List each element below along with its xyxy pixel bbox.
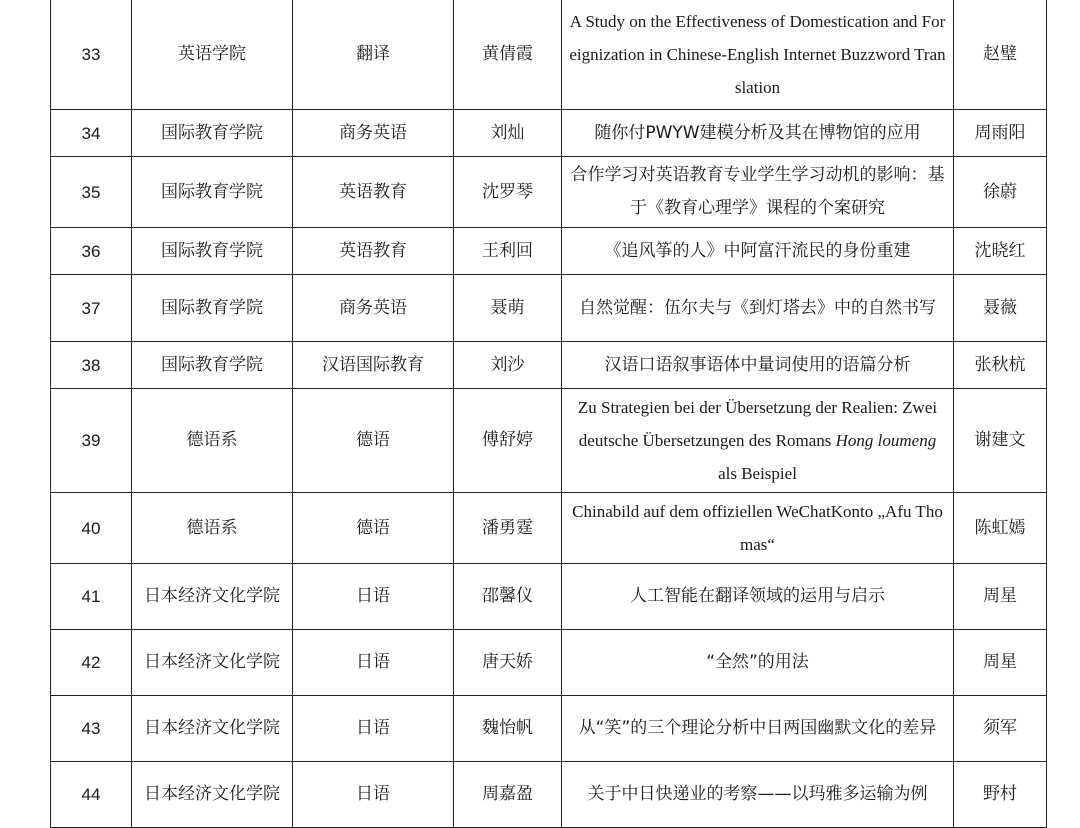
thesis-title-cell: Chinabild auf dem offiziellen WeChatKonto „Afu Thomas“ xyxy=(562,493,954,564)
row-number: 36 xyxy=(51,228,132,275)
major-cell: 汉语国际教育 xyxy=(293,342,454,389)
thesis-title-cell xyxy=(562,389,954,493)
table-row xyxy=(51,762,1047,828)
row-number: 43 xyxy=(51,696,132,762)
thesis-table xyxy=(50,0,1047,828)
table-row xyxy=(51,342,1047,389)
student-cell: 聂萌 xyxy=(454,275,562,342)
major-cell: 日语 xyxy=(293,696,454,762)
major-cell: 日语 xyxy=(293,564,454,630)
college-cell: 英语学院 xyxy=(132,0,293,110)
advisor-cell: 野村 xyxy=(954,762,1047,828)
advisor-cell: 谢建文 xyxy=(954,389,1047,493)
student-cell: 黄倩霞 xyxy=(454,0,562,110)
row-number: 44 xyxy=(51,762,132,828)
college-cell: 日本经济文化学院 xyxy=(132,762,293,828)
major-cell: 翻译 xyxy=(293,0,454,110)
advisor-cell: 陈虹嫣 xyxy=(954,493,1047,564)
table-row xyxy=(51,696,1047,762)
thesis-title-cell: 从“笑”的三个理论分析中日两国幽默文化的差异 xyxy=(562,696,954,762)
table-row xyxy=(51,630,1047,696)
advisor-cell: 须军 xyxy=(954,696,1047,762)
student-cell: 魏怡帆 xyxy=(454,696,562,762)
major-cell: 日语 xyxy=(293,762,454,828)
student-cell: 唐天娇 xyxy=(454,630,562,696)
table-row xyxy=(51,389,1047,493)
table-row xyxy=(51,493,1047,564)
advisor-cell: 沈晓红 xyxy=(954,228,1047,275)
table-row xyxy=(51,110,1047,157)
college-cell: 国际教育学院 xyxy=(132,228,293,275)
thesis-title-cell: 关于中日快递业的考察——以玛雅多运输为例 xyxy=(562,762,954,828)
advisor-cell: 赵璧 xyxy=(954,0,1047,110)
novel-title-italic: Hong loumeng xyxy=(835,431,937,450)
thesis-title-cell: 《追风筝的人》中阿富汗流民的身份重建 xyxy=(562,228,954,275)
thesis-title-cell: “全然”的用法 xyxy=(562,630,954,696)
major-cell: 英语教育 xyxy=(293,228,454,275)
table-row xyxy=(51,564,1047,630)
student-cell: 邵馨仪 xyxy=(454,564,562,630)
major-cell: 商务英语 xyxy=(293,110,454,157)
row-number: 33 xyxy=(51,0,132,110)
major-cell: 英语教育 xyxy=(293,157,454,228)
advisor-cell: 周雨阳 xyxy=(954,110,1047,157)
row-number: 40 xyxy=(51,493,132,564)
row-number: 35 xyxy=(51,157,132,228)
thesis-title-cell: 人工智能在翻译领域的运用与启示 xyxy=(562,564,954,630)
student-cell: 周嘉盈 xyxy=(454,762,562,828)
major-cell: 德语 xyxy=(293,389,454,493)
thesis-title-cell: 随你付PWYW建模分析及其在博物馆的应用 xyxy=(562,110,954,157)
student-cell: 沈罗琴 xyxy=(454,157,562,228)
table-row xyxy=(51,275,1047,342)
thesis-title-cell: A Study on the Effectiveness of Domestication and Foreignization in Chinese-English Internet Buzzword Translation xyxy=(562,0,954,110)
advisor-cell: 聂薇 xyxy=(954,275,1047,342)
row-number: 34 xyxy=(51,110,132,157)
college-cell: 日本经济文化学院 xyxy=(132,630,293,696)
student-cell: 傅舒婷 xyxy=(454,389,562,493)
student-cell: 刘沙 xyxy=(454,342,562,389)
major-cell: 商务英语 xyxy=(293,275,454,342)
row-number: 42 xyxy=(51,630,132,696)
table-row xyxy=(51,0,1047,110)
college-cell: 德语系 xyxy=(132,493,293,564)
college-cell: 日本经济文化学院 xyxy=(132,696,293,762)
thesis-title-text: Zu Strategien bei der Übersetzung der Realien: Zwei deutsche Übersetzungen des Romans xyxy=(577,398,938,450)
advisor-cell: 张秋杭 xyxy=(954,342,1047,389)
college-cell: 国际教育学院 xyxy=(132,110,293,157)
advisor-cell: 周星 xyxy=(954,630,1047,696)
thesis-title-cell: 合作学习对英语教育专业学生学习动机的影响：基于《教育心理学》课程的个案研究 xyxy=(562,157,954,228)
row-number: 38 xyxy=(51,342,132,389)
row-number: 37 xyxy=(51,275,132,342)
table-row xyxy=(51,228,1047,275)
college-cell: 日本经济文化学院 xyxy=(132,564,293,630)
student-cell: 刘灿 xyxy=(454,110,562,157)
thesis-title-text: als Beispiel xyxy=(718,464,797,483)
advisor-cell: 徐蔚 xyxy=(954,157,1047,228)
major-cell: 日语 xyxy=(293,630,454,696)
student-cell: 潘勇霆 xyxy=(454,493,562,564)
college-cell: 德语系 xyxy=(132,389,293,493)
advisor-cell: 周星 xyxy=(954,564,1047,630)
thesis-title-cell: 汉语口语叙事语体中量词使用的语篇分析 xyxy=(562,342,954,389)
student-cell: 王利回 xyxy=(454,228,562,275)
table-row xyxy=(51,157,1047,228)
major-cell: 德语 xyxy=(293,493,454,564)
college-cell: 国际教育学院 xyxy=(132,342,293,389)
row-number: 41 xyxy=(51,564,132,630)
thesis-title-cell: 自然觉醒：伍尔夫与《到灯塔去》中的自然书写 xyxy=(562,275,954,342)
college-cell: 国际教育学院 xyxy=(132,275,293,342)
college-cell: 国际教育学院 xyxy=(132,157,293,228)
row-number: 39 xyxy=(51,389,132,493)
